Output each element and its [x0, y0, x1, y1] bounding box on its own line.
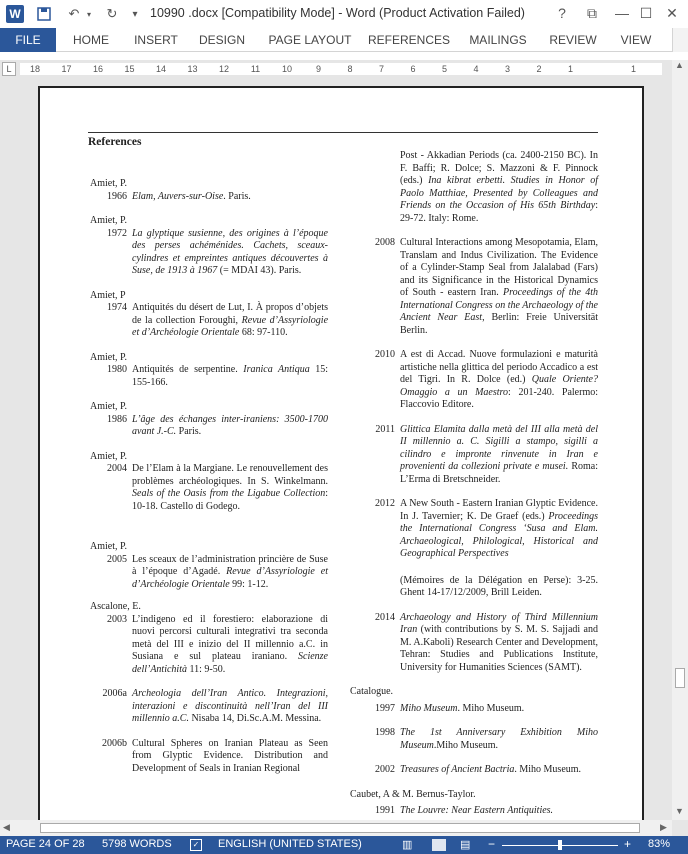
- scroll-left-icon[interactable]: ◀: [3, 822, 10, 832]
- reference-run: Nisaba 14, Di.Sc.A.M. Messina.: [188, 713, 322, 724]
- reference-entry: [358, 424, 598, 487]
- reference-entry: [358, 727, 598, 752]
- reference-entry: [358, 575, 598, 600]
- zoom-out-button[interactable]: −: [488, 837, 496, 851]
- reference-author: Amiet, P.: [90, 401, 127, 412]
- reference-text: [400, 237, 598, 337]
- italic-title: Quale Oriente? Omaggio a un Maestro: [400, 374, 598, 398]
- reference-year: 1991: [375, 805, 395, 816]
- ruler-number: 16: [92, 64, 103, 74]
- read-mode-icon[interactable]: ▥: [402, 839, 413, 851]
- reference-text: [132, 191, 328, 204]
- reference-text: [400, 727, 598, 752]
- reference-run: Paris.: [176, 426, 202, 437]
- reference-entry: [358, 349, 598, 412]
- reference-entry: [90, 463, 328, 513]
- tab-insert[interactable]: INSERT: [134, 33, 178, 47]
- ribbon-tabs: [0, 28, 688, 52]
- reference-run: 68: 97-110.: [239, 327, 288, 338]
- customize-toolbar-icon[interactable]: ▾: [132, 8, 138, 20]
- ruler-number: 3: [504, 64, 510, 74]
- ruler-number: 11: [250, 64, 261, 74]
- italic-title: Glittica Elamita dalla metà del III alla metà del II millennio a. C. Sigilli a stampo, sigilli a cilindro e impronte rinvenute in Iran e provenienti da collezioni private e musei.: [400, 423, 598, 472]
- reference-group: [90, 290, 328, 340]
- undo-dropdown-icon[interactable]: ▾: [86, 9, 91, 19]
- ruler-number: 13: [187, 64, 198, 74]
- reference-year: 2005: [107, 553, 127, 565]
- reference-year: 2010: [375, 349, 395, 360]
- reference-author: Caubet, A & M. Bernus-Taylor.: [350, 788, 476, 800]
- reference-run: (Mémoires de la Délégation en Perse): 3-25. Ghent 14-17/12/2009, Brill Leiden.: [400, 574, 598, 598]
- tab-mailings[interactable]: MAILINGS: [469, 33, 527, 47]
- ruler-number: 10: [281, 64, 292, 74]
- ruler-number: 12: [218, 64, 229, 74]
- reference-entry: [358, 805, 598, 818]
- reference-entry: [90, 614, 328, 677]
- ruler-number: 4: [473, 64, 479, 74]
- maximize-button[interactable]: ☐: [639, 4, 653, 21]
- left-column: [90, 166, 328, 775]
- reference-text: [400, 612, 598, 675]
- reference-group: [90, 178, 328, 203]
- italic-title: Iranica Antiqua: [243, 364, 310, 375]
- reference-run: , Berlin: Freie Universität Berlin.: [400, 312, 598, 336]
- reference-entry: [90, 364, 328, 389]
- reference-text: [132, 463, 328, 513]
- vertical-scrollbar[interactable]: [672, 60, 688, 820]
- reference-run: A est di Accad. Nuove formulazioni e maturità artistiche nella glittica del periodo Accadico a est del Tigri. In R. Dolce (ed.): [400, 349, 598, 385]
- reference-entry: [358, 612, 598, 675]
- reference-text: [132, 554, 328, 592]
- tab-page-layout[interactable]: PAGE LAYOUT: [268, 33, 352, 47]
- reference-year: 1998: [375, 727, 395, 738]
- reference-text: [132, 738, 328, 776]
- tab-stop-selector[interactable]: L: [2, 62, 16, 76]
- reference-author: Amiet, P: [90, 289, 126, 301]
- ruler-number: 8: [347, 64, 353, 74]
- italic-title: The Louvre: Near Eastern Antiquities.: [400, 805, 554, 816]
- reference-text: [400, 703, 598, 716]
- reference-year: 1980: [107, 364, 127, 375]
- reference-text: [400, 575, 598, 600]
- reference-run: L’indigeno ed il forestiero: elaborazione di nuovi percorsi culturali integrativi tra seconda metà del III e inizio del II millennio a.C. in Susiana e sul plateau iraniano.: [132, 613, 328, 662]
- ruler-number: 5: [441, 64, 447, 74]
- reference-run: Roma: L’Erma di Bretschneider.: [400, 461, 598, 485]
- reference-entry: [358, 498, 598, 561]
- vertical-scroll-thumb[interactable]: [675, 668, 685, 688]
- tab-review[interactable]: REVIEW: [549, 33, 597, 47]
- reference-year: 2014: [375, 611, 395, 623]
- reference-text: [400, 349, 598, 412]
- reference-run: . Paris.: [223, 190, 251, 202]
- reference-run: 15: 155-166.: [132, 364, 328, 388]
- reference-text: [132, 688, 328, 726]
- reference-run: A New South - Eastern Iranian Glyptic Evidence. In J. Tavernier; K. De Graef (eds.): [400, 498, 598, 522]
- reference-entry: [358, 764, 598, 777]
- ruler-number: 18: [29, 64, 40, 74]
- reference-author: Amiet, P.: [90, 351, 127, 363]
- italic-title: Archeologia dell’Iran Antico. Integrazioni, interazioni e discontinuità nell’Iran del III millennio a.C.: [132, 688, 328, 724]
- italic-title: The 1st Anniversary Exhibition Miho Museum: [400, 727, 598, 751]
- reference-run: Cultural Interactions among Mesopotamia, Elam, Translam and Indus Civilization. The Evidence of a Cylinder-Stamp Seal from Jalalabad (Fars) and its Significance in the Historical Dynamics of South - eastern Iran.: [400, 237, 598, 298]
- ruler-number: 14: [155, 64, 166, 74]
- zoom-slider-thumb[interactable]: [558, 840, 562, 850]
- reference-text: [400, 424, 598, 487]
- scroll-right-icon[interactable]: ▶: [660, 822, 667, 832]
- italic-title: La glyptique susienne, des origines à l’époque des perses achéménides. Cachets, sceaux-cylindres et empreintes antiques découvertes à Suse, de 1913 à 1967: [132, 227, 328, 276]
- undo-icon[interactable]: ↶: [68, 6, 80, 21]
- reference-text: [400, 764, 598, 777]
- reference-entry: [358, 237, 598, 337]
- ribbon-display-options-button[interactable]: ⧉: [587, 4, 597, 21]
- reference-text: [132, 302, 328, 340]
- reference-text: [132, 414, 328, 439]
- reference-entry: [90, 554, 328, 592]
- reference-year: 2008: [375, 237, 395, 248]
- italic-title: Seals of the Oasis from the Ligabue Collection: [132, 488, 326, 499]
- ribbon-scrollbar[interactable]: [672, 28, 688, 52]
- reference-year: [358, 150, 400, 225]
- title-bar: [0, 0, 688, 28]
- ruler-number: 15: [124, 64, 135, 74]
- language-indicator[interactable]: ENGLISH (UNITED STATES): [218, 838, 362, 850]
- scroll-down-icon[interactable]: ▼: [675, 806, 684, 816]
- italic-title: Treasures of Ancient Bactria: [400, 764, 515, 775]
- reference-year: 2004: [107, 463, 127, 474]
- reference-author: Catalogue.: [350, 686, 394, 697]
- reference-year: 1974: [107, 302, 127, 313]
- reference-year: 1997: [375, 702, 395, 714]
- tab-references[interactable]: REFERENCES: [367, 33, 450, 47]
- reference-run: . Miho Museum.: [514, 764, 582, 775]
- reference-run: De l’Elam à la Margiane. Le renouvellement des problèmes archéologiques. In S. Winkelmann.: [132, 463, 328, 487]
- tab-design[interactable]: DESIGN: [198, 33, 245, 47]
- minimize-button[interactable]: —: [615, 5, 629, 21]
- reference-run: (with contributions by S. M. S. Sajjadi and M. A.Kaboli) Research Center and Development, Tehran: Studies and Publications Institute, University for Humanities Sciences (SAMT).: [400, 624, 598, 673]
- zoom-level[interactable]: 83%: [648, 838, 671, 850]
- reference-group: [90, 401, 328, 439]
- reference-group: [90, 352, 328, 390]
- reference-entry: [90, 228, 328, 278]
- reference-entry: [90, 414, 328, 439]
- italic-title: Revue d’Assyriologie et d’Archéologie Orientale: [132, 314, 329, 338]
- reference-entry: [90, 302, 328, 340]
- horizontal-scroll-thumb[interactable]: [40, 823, 640, 833]
- reference-text: [400, 150, 598, 225]
- page-count[interactable]: PAGE 24 OF 28: [6, 838, 85, 850]
- reference-year: 2012: [375, 498, 395, 509]
- horizontal-ruler: [0, 60, 672, 78]
- heading-rule: [88, 132, 598, 133]
- ruler-number: 6: [410, 64, 416, 74]
- italic-title: Proceedings the International Congress ‘Susa and Elam. Archaeological, Philological, Historical and Geographical Perspectives: [400, 510, 598, 559]
- reference-entry: [358, 150, 598, 225]
- reference-text: [400, 805, 598, 818]
- reference-year: 1966: [107, 190, 127, 202]
- reference-text: [132, 614, 328, 677]
- reference-run: Cultural Spheres on Iranian Plateau as Seen from Glyptic Evidence. Distribution and Development of Seals in Iranian Regional: [132, 737, 328, 774]
- reference-entry: [90, 191, 328, 204]
- word-count[interactable]: 5798 WORDS: [102, 838, 172, 850]
- ruler-number: 9: [315, 64, 321, 74]
- reference-author: Ascalone, E.: [90, 601, 141, 612]
- reference-author: Amiet, P.: [90, 450, 127, 462]
- tab-home[interactable]: HOME: [73, 33, 109, 47]
- reference-author: Amiet, P.: [90, 215, 127, 226]
- reference-entry: [90, 688, 328, 726]
- reference-group: [90, 451, 328, 514]
- italic-title: Revue d’Assyriologie et d’Archéologie Orientale: [132, 566, 328, 590]
- redo-icon[interactable]: ↻: [106, 6, 118, 21]
- italic-title: Archaeology and History of Third Millennium Iran: [400, 611, 598, 635]
- reference-year: 2006b: [102, 737, 127, 749]
- reference-author: Amiet, P.: [90, 541, 127, 552]
- ruler-number: 1: [567, 64, 573, 74]
- reference-run: Les sceaux de l’administration princière de Suse à l’époque d’Agadé.: [132, 553, 328, 577]
- scroll-up-icon[interactable]: ▲: [675, 60, 684, 70]
- tab-file[interactable]: FILE: [0, 28, 56, 52]
- reference-group: [90, 215, 328, 278]
- reference-run: : 29-72. Italy: Rome.: [400, 200, 598, 224]
- reference-entry: [358, 703, 598, 716]
- italic-title: Ina kibrat erbetti. Studies in Honor of Paolo Matthiae, Presented by Colleagues and Friends on the Occasion of His 65th Birthday: [400, 175, 598, 211]
- ruler-number: 7: [378, 64, 384, 74]
- reference-run: Antiquités de serpentine.: [132, 364, 244, 375]
- italic-title: Elam, Auvers-sur-Oise: [132, 190, 224, 202]
- references-heading: References: [88, 136, 142, 148]
- ruler-strip[interactable]: [20, 63, 662, 75]
- italic-title: Miho Museum: [400, 702, 458, 714]
- status-bar: [0, 836, 688, 854]
- reference-run: (= MDAI 43). Paris.: [217, 265, 302, 276]
- web-layout-icon[interactable]: ▤: [460, 839, 471, 851]
- help-button[interactable]: ?: [558, 5, 566, 21]
- scrollbar-corner: [672, 820, 688, 836]
- reference-run: 11: 9-50.: [187, 663, 226, 675]
- window-title: 10990 .docx [Compatibility Mode] - Word (Product Activation Failed): [150, 6, 525, 20]
- horizontal-scrollbar[interactable]: [0, 820, 672, 836]
- ruler-number: 1: [630, 64, 636, 74]
- right-column: [350, 138, 598, 818]
- reference-text: [132, 364, 328, 389]
- reference-year: 2011: [375, 423, 395, 435]
- italic-title: L’âge des échanges inter-iraniens: 3500-1700 avant J.-C.: [132, 413, 328, 437]
- italic-title: Scienze dell’Antichità: [132, 651, 328, 675]
- tab-view[interactable]: VIEW: [620, 33, 652, 47]
- reference-year: 2003: [107, 613, 127, 625]
- zoom-in-button[interactable]: +: [624, 837, 632, 851]
- reference-run: : 201-240. Palermo: Flaccovio Editore.: [400, 386, 598, 410]
- ruler-number: 2: [536, 64, 542, 74]
- reference-run: 99: 1-12.: [229, 578, 269, 590]
- reference-year: 1986: [107, 413, 127, 425]
- reference-year: 1972: [107, 227, 127, 239]
- close-button[interactable]: ✕: [666, 4, 678, 21]
- proofing-icon[interactable]: ✓: [190, 839, 202, 851]
- reference-author: Amiet, P.: [90, 178, 127, 189]
- reference-year: 2002: [375, 764, 395, 775]
- reference-year: 2006a: [102, 688, 127, 699]
- save-icon[interactable]: [36, 4, 52, 24]
- document-page[interactable]: [38, 86, 644, 846]
- reference-run: Post - Akkadian Periods (ca. 2400-2150 BC). In F. Baffi; R. Dolce; S. Mazzoni & F. Pinnock (eds.): [400, 150, 598, 186]
- reference-group: [90, 601, 328, 775]
- reference-run: : 10-18. Castello di Godego.: [132, 488, 328, 512]
- reference-year: [358, 575, 400, 600]
- reference-run: . Miho Museum.: [457, 702, 525, 714]
- print-layout-icon[interactable]: [432, 839, 446, 851]
- reference-group: [90, 541, 328, 591]
- reference-run: .Miho Museum.: [433, 739, 499, 751]
- ruler-number: 17: [61, 64, 72, 74]
- reference-text: [400, 498, 598, 561]
- reference-run: Antiquités du désert de Lut, I. À propos d’objets de la collection Foroughi,: [132, 302, 328, 326]
- word-icon[interactable]: W: [6, 5, 24, 23]
- italic-title: Proceedings of the 4th International Congress on the Archaeology of the Ancient Near East: [400, 287, 598, 323]
- reference-entry: [90, 738, 328, 776]
- reference-text: [132, 228, 328, 278]
